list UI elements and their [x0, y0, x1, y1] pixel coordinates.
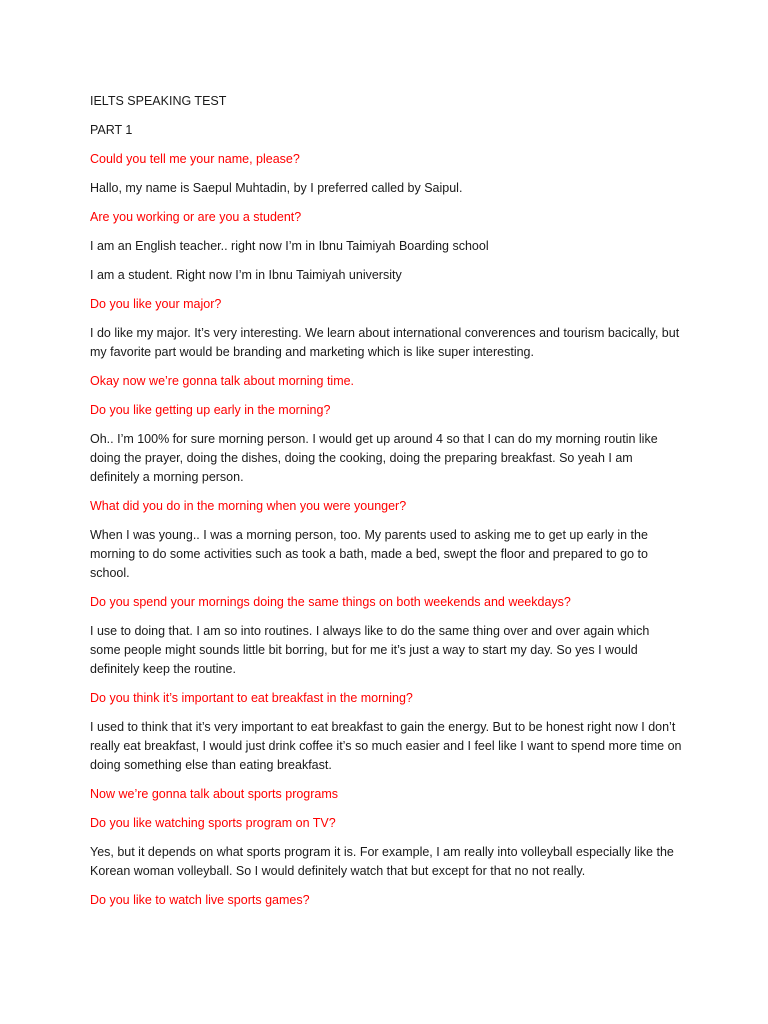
answer-name: Hallo, my name is Saepul Muhtadin, by I preferred called by Saipul.: [90, 181, 463, 195]
part-heading: PART 1: [90, 123, 133, 137]
answer-major: I do like my major. It’s very interesting. We learn about international converences and tourism bacically, but my favorite part would be branding and marketing which is like super interesting.: [90, 326, 680, 359]
question-work-or-study: Are you working or are you a student?: [90, 210, 302, 224]
answer-getting-up-early: Oh.. I’m 100% for sure morning person. I would get up around 4 so that I can do my morning routin like doing the prayer, doing the dishes, doing the cooking, doing the preparing breakfast. So yeah I am definitely a morning person.: [90, 432, 658, 484]
question-name: Could you tell me your name, please?: [90, 152, 300, 166]
question-sports-tv: Do you like watching sports program on TV?: [90, 816, 336, 830]
topic-morning-time: Okay now we’re gonna talk about morning time.: [90, 374, 355, 388]
answer-breakfast: I used to think that it’s very important to eat breakfast to gain the energy. But to be honest right now I don’t really eat breakfast, I would just drink coffee it’s so much easier and I feel like I want to spend more time on doing something else than eating breakfast.: [90, 720, 682, 772]
question-breakfast: Do you think it’s important to eat breakfast in the morning?: [90, 691, 413, 705]
document-title: IELTS SPEAKING TEST: [90, 94, 227, 108]
question-major: Do you like your major?: [90, 297, 222, 311]
answer-work: I am an English teacher.. right now I’m in Ibnu Taimiyah Boarding school: [90, 239, 489, 253]
answer-morning-younger: When I was young.. I was a morning person, too. My parents used to asking me to get up early in the morning to do some activities such as took a bath, made a bed, swept the floor and prepared to go to school.: [90, 528, 648, 580]
answer-sports-tv: Yes, but it depends on what sports program it is. For example, I am really into volleyball especially like the Korean woman volleyball. So I would definitely watch that but except for that no not really.: [90, 845, 674, 878]
question-morning-younger: What did you do in the morning when you were younger?: [90, 499, 407, 513]
topic-sports-programs: Now we’re gonna talk about sports programs: [90, 787, 339, 801]
question-getting-up-early: Do you like getting up early in the morning?: [90, 403, 331, 417]
answer-study: I am a student. Right now I’m in Ibnu Taimiyah university: [90, 268, 402, 282]
question-weekends-weekdays: Do you spend your mornings doing the same things on both weekends and weekdays?: [90, 595, 571, 609]
answer-weekends-weekdays: I use to doing that. I am so into routines. I always like to do the same thing over and over again which some people might sounds little bit borring, but for me it’s just a way to start my day. So yes I would definitely keep the routine.: [90, 624, 650, 676]
document-page: [90, 92, 682, 920]
question-live-sports: Do you like to watch live sports games?: [90, 893, 310, 907]
